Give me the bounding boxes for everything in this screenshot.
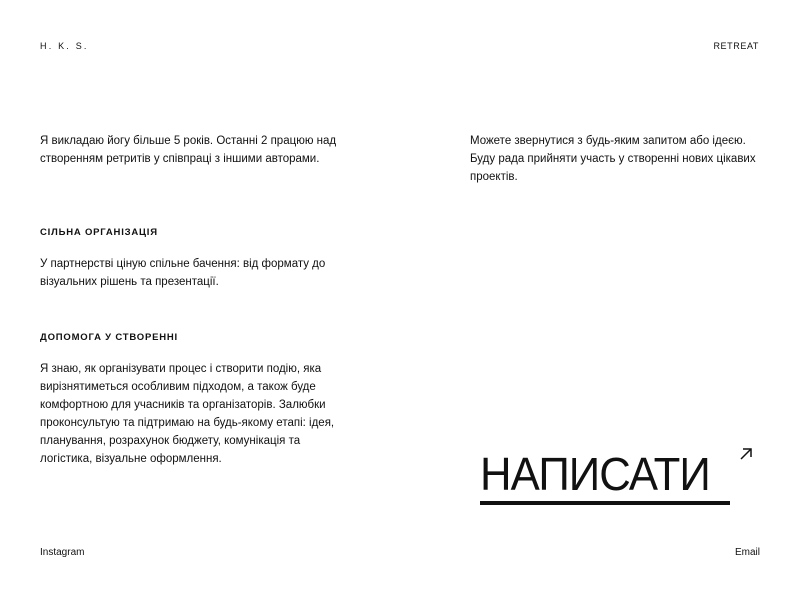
intro-text: Я викладаю йогу більше 5 років. Останні 2 працюю над створенням ретритів у співпраці з іншими авторами. xyxy=(40,135,337,165)
section-text-help: Я знаю, як організувати процес і створити подію, яка вирізнятиметься особливим підходом, а також буде комфортною для учасників та організаторів. Залюбки проконсультую та підтримаю на будь-якому етапі: ідея, планування, розрахунок бюджету, комунікація та логістика, візуальне оформлення. xyxy=(40,363,335,465)
section-title-organization: СІЛЬНА ОРГАНІЗАЦІЯ xyxy=(40,227,158,238)
site-logo[interactable]: H. K. S. xyxy=(40,41,89,51)
write-button-underline xyxy=(480,501,730,505)
write-button-label: НАПИСАТИ xyxy=(480,448,710,500)
arrow-up-right-icon xyxy=(738,446,754,462)
email-link[interactable]: Email xyxy=(734,547,760,558)
write-button[interactable] xyxy=(480,446,722,502)
instagram-link[interactable]: Instagram xyxy=(40,547,85,558)
section-title-help: ДОПОМОГА У СТВОРЕННІ xyxy=(40,332,178,343)
contact-text: Можете звернутися з будь-яким запитом або ідеєю. Буду рада прийняти участь у створенні нових цікавих проектів. xyxy=(470,135,756,183)
section-text-organization: У партнерстві ціную спільне бачення: від формату до візуальних рішень та презентації. xyxy=(40,258,326,288)
nav-retreat-link[interactable]: RETREAT xyxy=(713,41,759,51)
